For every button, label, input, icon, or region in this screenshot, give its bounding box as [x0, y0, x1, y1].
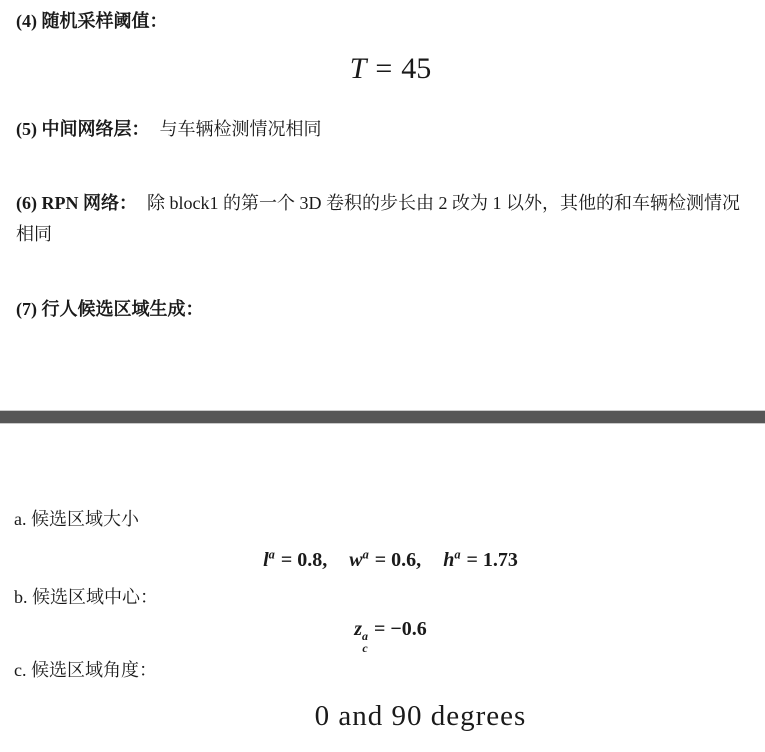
sub-item-c-label: c. 候选区域角度：: [14, 660, 157, 680]
formula-threshold-variable: T: [349, 52, 367, 85]
formula-anchor-size-term-l: [263, 549, 327, 572]
paragraph-item-5-body: 与车辆检测情况相同: [159, 119, 322, 139]
formula-anchor-center-base: z: [354, 618, 362, 640]
formula-anchor-size-term-w: [349, 549, 421, 572]
formula-anchor-size: [16, 549, 765, 572]
formula-term-h-value: = 1.73: [466, 549, 518, 571]
formula-anchor-center: [16, 618, 765, 654]
formula-threshold-value: 45: [401, 52, 432, 85]
formula-term-w-value: = 0.6,: [374, 549, 422, 571]
formula-term-w-base: w: [349, 549, 363, 571]
paragraph-item-4-heading: (4) 随机采样阈值：: [16, 11, 168, 31]
sub-item-a-label: a. 候选区域大小: [14, 509, 139, 529]
formula-anchor-center-sup: a: [362, 629, 368, 644]
paragraph-item-5-heading: (5) 中间网络层：: [16, 119, 150, 139]
formula-term-l-sup: a: [268, 547, 275, 562]
page-break-bar: [0, 410, 765, 424]
paragraph-item-6-body: 除 block1 的第一个 3D 卷积的步长由 2 改为 1 以外，其他的和车辆检测情况相同: [16, 193, 740, 244]
formula-anchor-size-term-h: [443, 549, 518, 572]
formula-threshold: [16, 52, 765, 86]
formula-anchor-center-sub: c: [362, 641, 368, 656]
paragraph-item-7-heading: (7) 行人候选区域生成：: [16, 299, 204, 319]
formula-anchor-angle: 0 and 90 degrees: [314, 700, 527, 732]
formula-anchor-center-scripts: [362, 630, 368, 654]
formula-term-h-base: h: [443, 549, 455, 571]
formula-term-l-base: l: [263, 549, 269, 571]
paragraph-item-6: [16, 188, 746, 250]
paragraph-item-5: [16, 119, 322, 141]
formula-term-l-value: = 0.8,: [280, 549, 328, 571]
formula-term-w-sup: a: [362, 547, 369, 562]
formula-anchor-center-value: = −0.6: [374, 618, 427, 640]
paragraph-item-6-heading: (6) RPN 网络：: [16, 193, 137, 213]
formula-threshold-equals: =: [375, 52, 393, 85]
sub-item-b-label: b. 候选区域中心：: [14, 587, 158, 607]
formula-term-h-sup: a: [454, 547, 461, 562]
